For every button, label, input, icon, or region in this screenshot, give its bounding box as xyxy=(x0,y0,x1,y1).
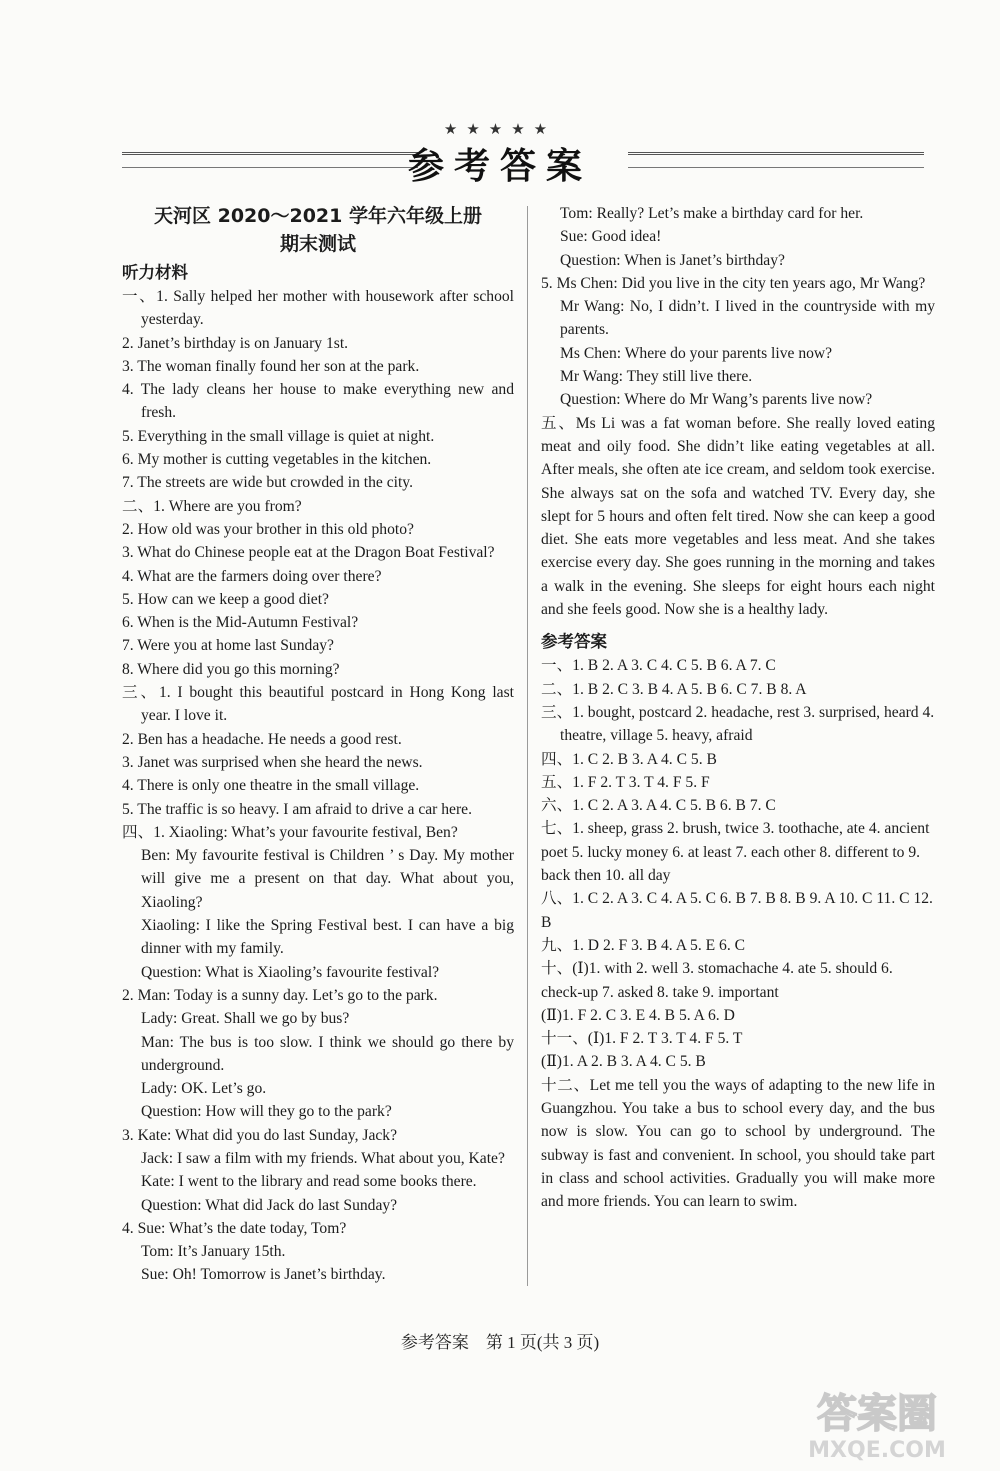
dialogue-line: Question: When is Janet’s birthday? xyxy=(560,251,785,269)
answer-line: 三、1. bought, postcard 2. headache, rest 3. surprised, heard 4. theatre, village 5. heavy, afraid xyxy=(541,703,935,745)
listening-line: 4. What are the farmers doing over there? xyxy=(122,567,382,585)
dialogue-line: Question: What did Jack do last Sunday? xyxy=(141,1196,398,1214)
answer-line: 七、1. sheep, grass 2. brush, twice 3. toothache, ate 4. ancient poet 5. lucky money 6. at least 7. each other 8. different to 9. back then 10. all day xyxy=(541,820,930,885)
left-column xyxy=(122,202,514,1287)
dialogue-line: Question: Where do Mr Wang’s parents live now? xyxy=(560,391,873,409)
listening-line: 2. How old was your brother in this old photo? xyxy=(122,520,414,538)
listening-line: 4. The lady cleans her house to make everything new and fresh. xyxy=(122,381,514,422)
title-rule-right xyxy=(628,152,924,168)
dialogue-line: Jack: I saw a film with my friends. What about you, Kate? xyxy=(141,1149,505,1167)
dialogue-line: Mr Wang: They still live there. xyxy=(560,368,753,386)
answer-line: 九、1. D 2. F 3. B 4. A 5. E 6. C xyxy=(541,936,746,954)
answer-line: 六、1. C 2. A 3. A 4. C 5. B 6. B 7. C xyxy=(541,797,776,815)
answer-line: 五、1. F 2. T 3. T 4. F 5. F xyxy=(541,773,710,791)
dialogue-start: 2. Man: Today is a sunny day. Let’s go to the park. xyxy=(122,986,438,1004)
dialogue-line: Question: What is Xiaoling’s favourite festival? xyxy=(141,963,440,981)
column-divider xyxy=(527,206,528,1286)
dialogue-line: Sue: Oh! Tomorrow is Janet’s birthday. xyxy=(141,1266,386,1284)
listening-line: 8. Where did you go this morning? xyxy=(122,660,340,678)
listening-line: 7. Were you at home last Sunday? xyxy=(122,637,334,655)
exam-title-line1: 天河区 2020～2021 学年六年级上册 xyxy=(154,205,482,227)
dialogue-line: Kate: I went to the library and read some books there. xyxy=(141,1173,477,1191)
answer-line: 十、(Ⅰ)1. with 2. well 3. stomachache 4. ate 5. should 6. check-up 7. asked 8. take 9. important xyxy=(541,960,893,1001)
dialogue-line: Question: How will they go to the park? xyxy=(141,1103,392,1121)
dialogue-line: Ben: My favourite festival is Children ’ s Day. My mother will give me a present on that day. What about you, Xiaoling? xyxy=(141,847,514,911)
listening-line: 5. The traffic is so heavy. I am afraid to drive a car here. xyxy=(122,800,472,818)
dialogue-line: Man: The bus is too slow. I think we should go there by underground. xyxy=(141,1033,514,1074)
dialogue-start: 3. Kate: What did you do last Sunday, Jack? xyxy=(122,1126,397,1144)
page-footer: 参考答案 第 1 页(共 3 页) xyxy=(400,1333,600,1352)
watermark-text: 答案圈 xyxy=(817,1391,937,1437)
answers-heading: 参考答案 xyxy=(541,632,607,652)
page-title: 参考答案 xyxy=(407,146,592,187)
listening-heading: 听力材料 xyxy=(122,263,188,282)
listening-line: 6. My mother is cutting vegetables in the kitchen. xyxy=(122,451,432,469)
dialogue-line: Mr Wang: No, I didn’t. I lived in the countryside with my parents. xyxy=(560,298,935,339)
listening-line: 一、1. Sally helped her mother with housework after school yesterday. xyxy=(122,288,514,329)
listening-line: 5. Everything in the small village is quiet at night. xyxy=(122,427,435,445)
dialogue-start: 4. Sue: What’s the date today, Tom? xyxy=(122,1219,347,1237)
dialogue-line: Tom: Really? Let’s make a birthday card for her. xyxy=(560,205,864,222)
listening-passage: 五、Ms Li was a fat woman before. She really loved eating meat and oily food. She didn’t like eating vegetables at all. After meals, she often ate ice cream, and seldom took exercise. She always sat on the sofa and watched TV. Every day, she slept for 5 hours and often felt tired. Now she can keep a good diet. She eats more vegetables and less meat. And she takes exercise every day. She goes running in the morning and takes a walk in the evening. She sleeps for eight hours each night and she feels good. Now she is a healthy lady. xyxy=(541,414,935,619)
answer-line: 四、1. C 2. B 3. A 4. C 5. B xyxy=(541,750,717,768)
dialogue-line: Lady: Great. Shall we go by bus? xyxy=(141,1010,350,1028)
listening-line: 7. The streets are wide but crowded in the city. xyxy=(122,474,413,492)
listening-line: 二、1. Where are you from? xyxy=(122,497,302,515)
essay-answer: 十二、Let me tell you the ways of adapting to the new life in Guangzhou. You take a bus to school every day, and the bus now is slow. You can go to school by underground. The subway is fast and convenient. In school, you should take part in class and school activities. Gradually you will make more and more friends. You can learn to swim. xyxy=(541,1076,935,1211)
answer-line: 十一、(Ⅰ)1. F 2. T 3. T 4. F 5. T xyxy=(541,1030,743,1048)
dialogue-start: 5. Ms Chen: Did you live in the city ten years ago, Mr Wang? xyxy=(541,274,926,292)
answer-line: (Ⅱ)1. A 2. B 3. A 4. C 5. B xyxy=(541,1053,706,1071)
answer-line: 一、1. B 2. A 3. C 4. C 5. B 6. A 7. C xyxy=(541,657,776,675)
dialogue-line: Tom: It’s January 15th. xyxy=(141,1243,286,1261)
decorative-stars: ★★★★★ xyxy=(443,122,557,138)
listening-line: 三、1. I bought this beautiful postcard in Hong Kong last year. I love it. xyxy=(122,684,514,725)
listening-line: 6. When is the Mid-Autumn Festival? xyxy=(122,614,359,632)
listening-line: 5. How can we keep a good diet? xyxy=(122,590,329,608)
answer-line: (Ⅱ)1. F 2. C 3. E 4. B 5. A 6. D xyxy=(541,1006,735,1024)
dialogue-line: Sue: Good idea! xyxy=(560,228,662,246)
answer-line: 二、1. B 2. C 3. B 4. A 5. B 6. C 7. B 8. A xyxy=(541,680,807,698)
listening-line: 四、1. Xiaoling: What’s your favourite festival, Ben? xyxy=(122,823,458,841)
dialogue-line: Xiaoling: I like the Spring Festival best. I can have a big dinner with my family. xyxy=(141,917,514,958)
right-column xyxy=(541,202,935,1213)
dialogue-line: Ms Chen: Where do your parents live now? xyxy=(560,344,833,362)
answer-line: 八、1. C 2. A 3. C 4. A 5. C 6. B 7. B 8. B 9. A 10. C 11. C 12. B xyxy=(541,890,933,931)
listening-line: 3. What do Chinese people eat at the Dragon Boat Festival? xyxy=(122,544,495,562)
watermark-url: MXQE.COM xyxy=(808,1438,946,1463)
dialogue-line: Lady: OK. Let’s go. xyxy=(141,1080,267,1098)
listening-line: 3. Janet was surprised when she heard the news. xyxy=(122,753,423,771)
listening-line: 4. There is only one theatre in the small village. xyxy=(122,777,420,795)
listening-line: 2. Ben has a headache. He needs a good rest. xyxy=(122,730,402,748)
watermark-logo xyxy=(772,1383,982,1463)
listening-line: 2. Janet’s birthday is on January 1st. xyxy=(122,334,349,352)
listening-line: 3. The woman finally found her son at the park. xyxy=(122,357,420,375)
exam-title-line2: 期末测试 xyxy=(279,233,356,255)
